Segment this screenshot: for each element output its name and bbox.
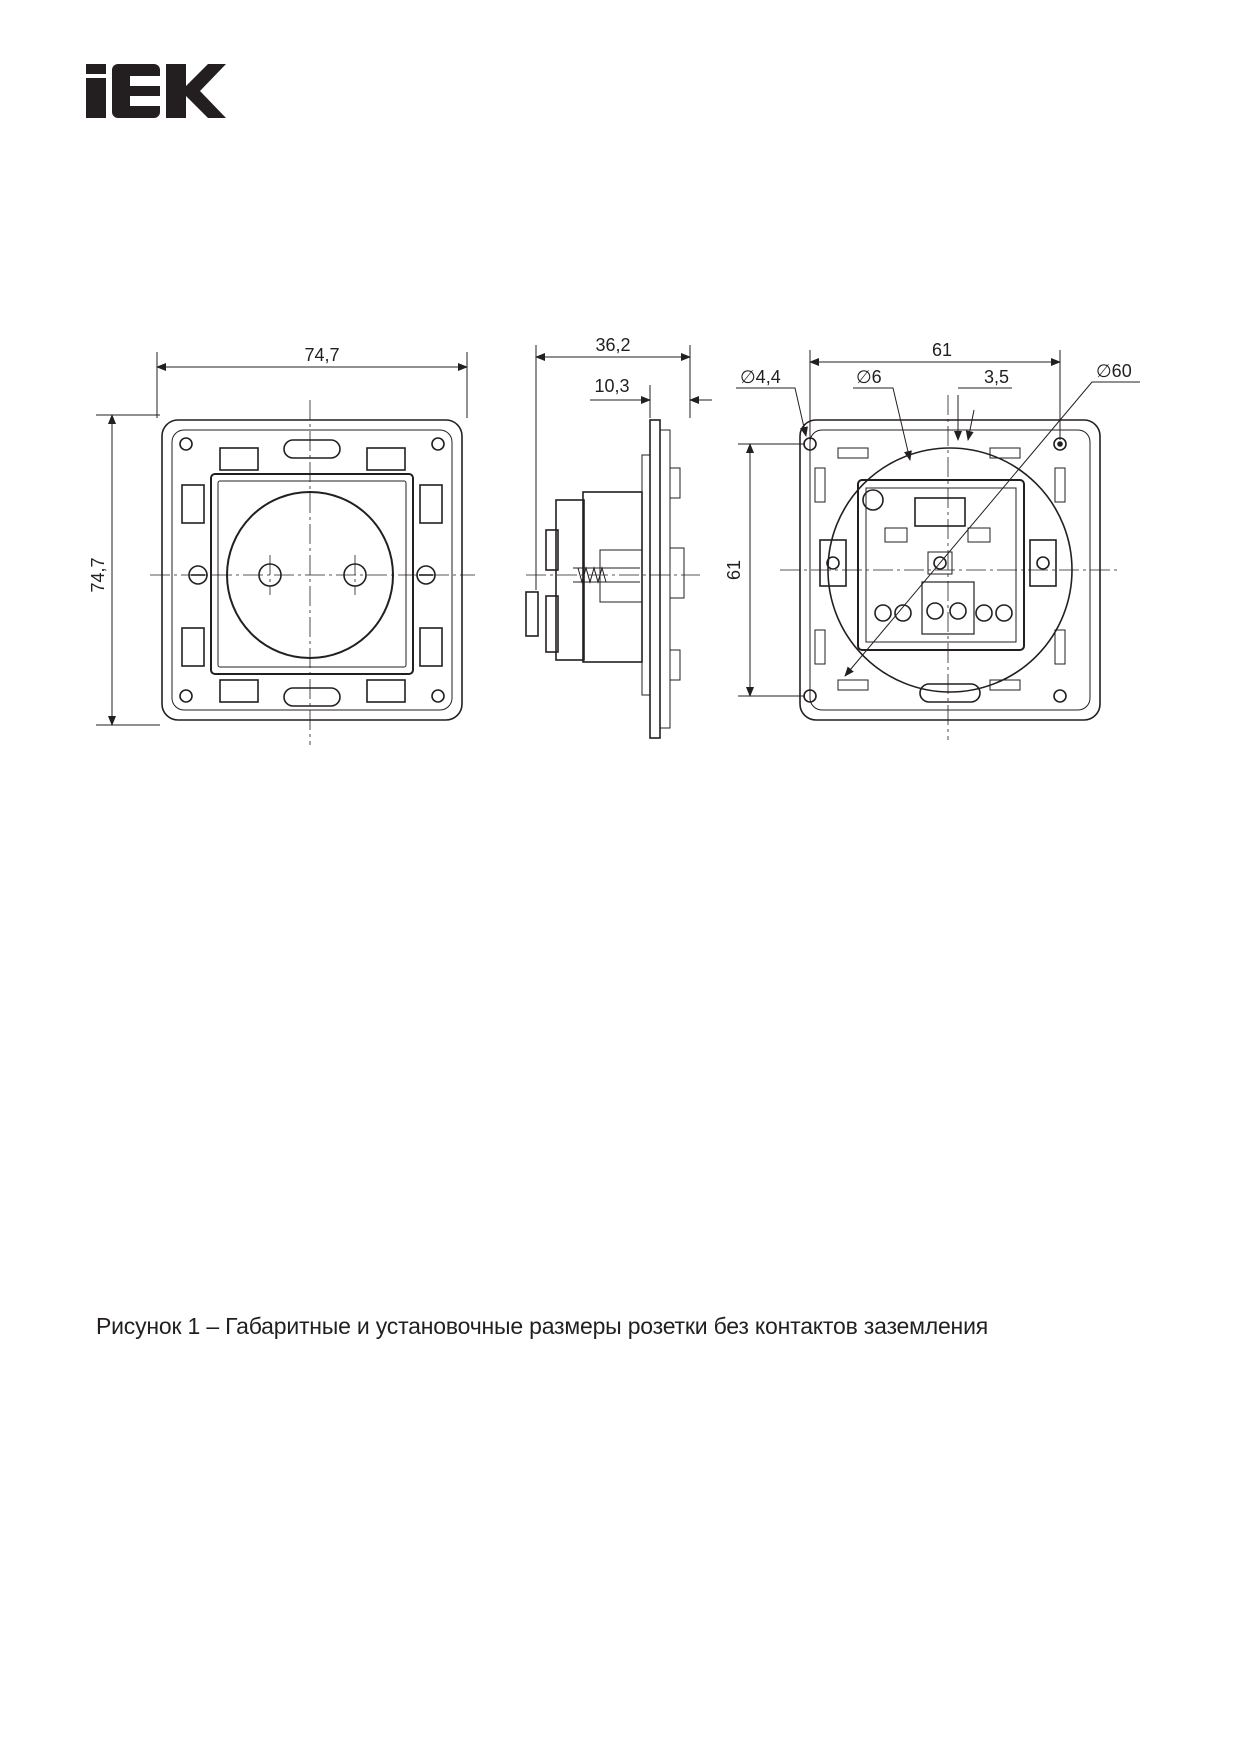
rear-hole-spacing-v-label: 61: [724, 559, 744, 581]
side-plate-label: 10,3: [594, 376, 630, 396]
side-view: [526, 420, 684, 738]
caption-number: Рисунок 1: [96, 1313, 201, 1339]
side-depth-label: 36,2: [595, 335, 631, 355]
diameter-6-label: ∅6: [856, 367, 882, 387]
front-height-label: 74,7: [88, 557, 108, 593]
diameter-60-label: ∅60: [1096, 361, 1132, 381]
dimension-drawing: [0, 0, 1244, 800]
caption-text: Габаритные и установочные размеры розетки без контактов заземления: [225, 1313, 988, 1339]
figure-caption: [96, 1313, 988, 1340]
rear-hole-spacing-h-label: 61: [931, 340, 953, 360]
front-width-label: 74,7: [304, 345, 340, 365]
hole-diameter-label: ∅4,4: [740, 367, 781, 387]
caption-separator: –: [206, 1313, 219, 1339]
dim-3-5-label: 3,5: [984, 367, 1010, 387]
front-view: [162, 420, 462, 720]
